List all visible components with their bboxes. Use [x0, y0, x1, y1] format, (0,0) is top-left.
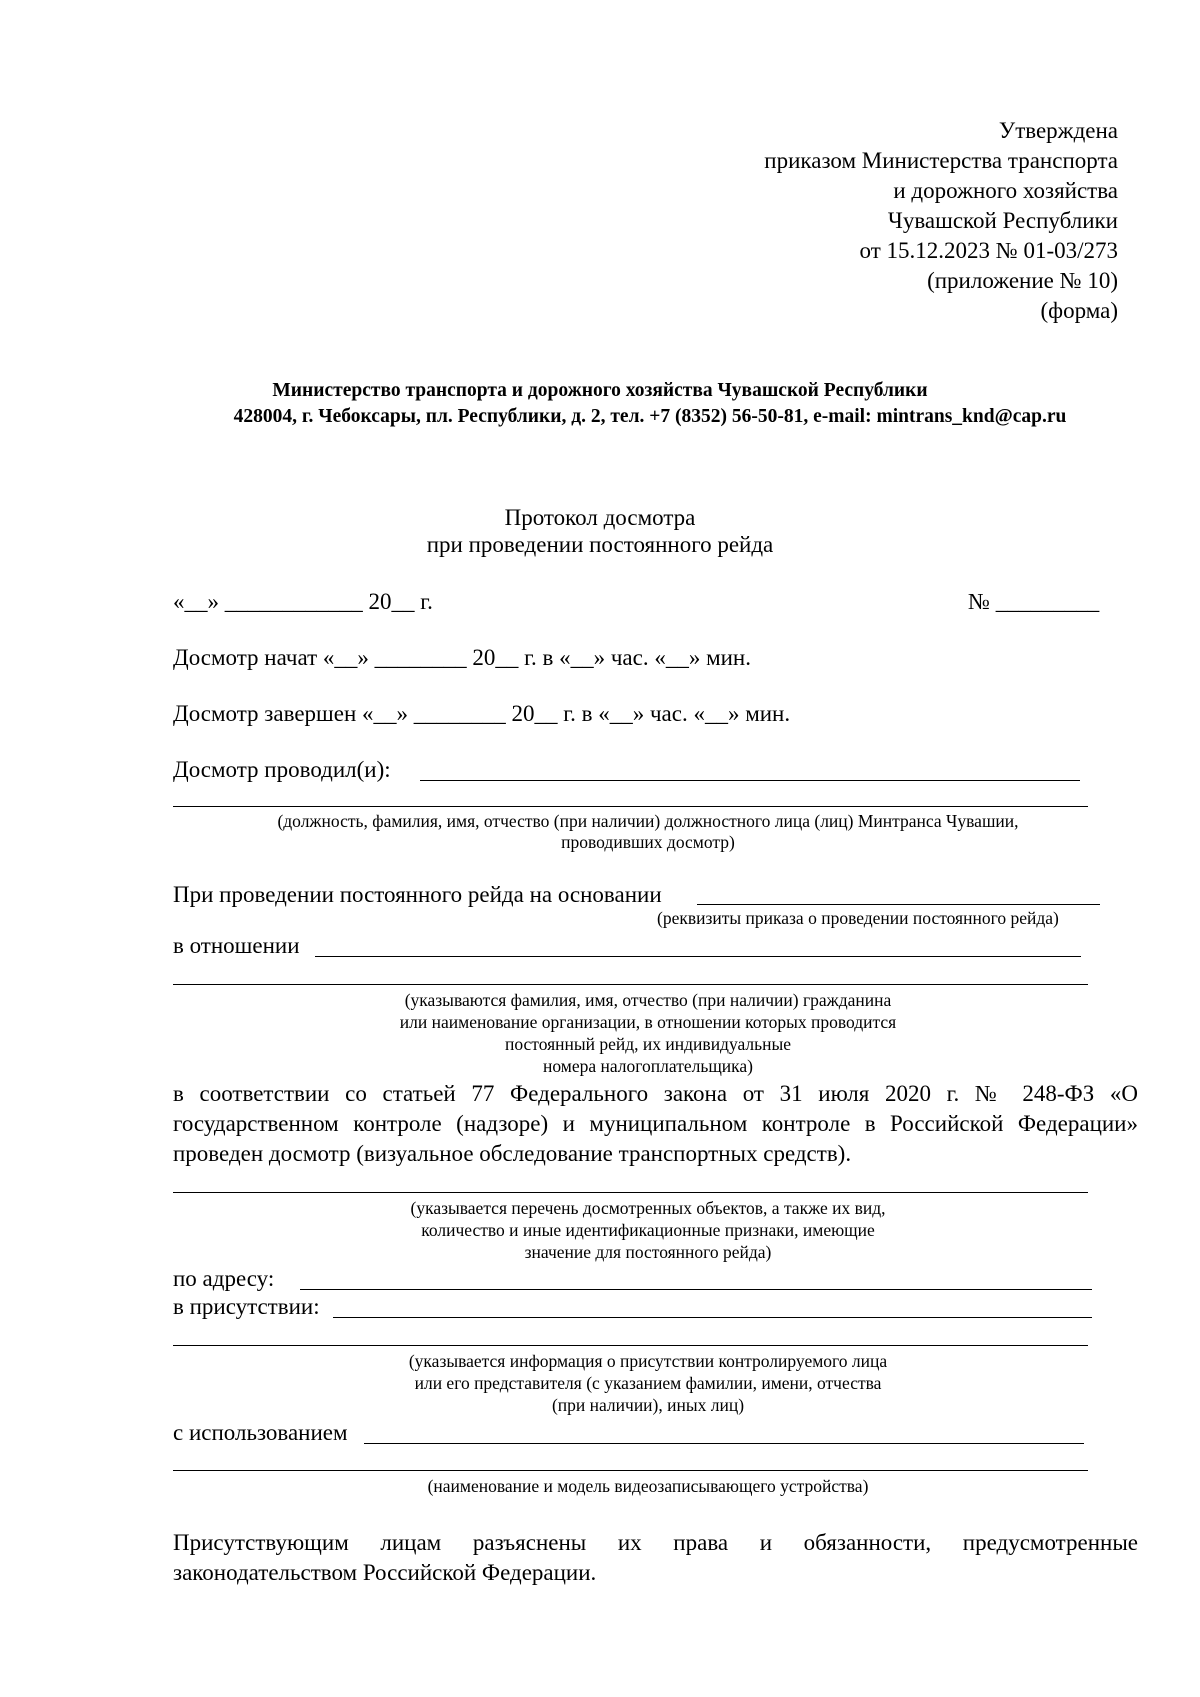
law-line: государственном контроле (надзоре) и муниципальном контроле в Российской Федерации» — [173, 1111, 1138, 1136]
subject-hint: постоянный рейд, их индивидуальные — [504, 1034, 792, 1054]
address-label: по адресу: — [173, 1266, 275, 1291]
device-label: с использованием — [173, 1420, 348, 1445]
rights-line: Присутствующим лицам разъяснены их права и обязанности, предусмотренные — [173, 1530, 1138, 1555]
approval-line: Чувашской Республики — [887, 208, 1118, 233]
subject-hint: или наименование организации, в отношении которых проводится — [399, 1012, 897, 1032]
inspector-input-line-2[interactable] — [173, 806, 1088, 807]
protocol-number-field[interactable]: № _________ — [968, 589, 1100, 614]
objects-hint: (указывается перечень досмотренных объектов, а также их вид, — [410, 1198, 886, 1218]
approval-order-number: от 15.12.2023 № 01-03/273 — [859, 238, 1118, 263]
protocol-date-field[interactable]: «__» ____________ 20__ г. — [173, 589, 433, 614]
presence-label: в присутствии: — [173, 1294, 320, 1319]
approval-line: Утверждена — [998, 118, 1118, 143]
objects-hint: значение для постоянного рейда) — [524, 1242, 772, 1262]
device-input-line[interactable] — [364, 1443, 1084, 1444]
basis-hint: (реквизиты приказа о проведении постоянного рейда) — [657, 908, 1059, 928]
presence-hint: (указывается информация о присутствии контролируемого лица — [408, 1351, 888, 1371]
inspection-start-field[interactable]: Досмотр начат «__» ________ 20__ г. в «__» час. «__» мин. — [173, 645, 751, 670]
presence-input-line-2[interactable] — [173, 1345, 1088, 1346]
basis-label: При проведении постоянного рейда на основании — [173, 882, 662, 907]
inspector-label: Досмотр проводил(и): — [173, 757, 391, 782]
approval-line: (форма) — [1040, 298, 1118, 323]
presence-hint: или его представителя (с указанием фамилии, имени, отчества — [414, 1373, 882, 1393]
inspector-hint: (должность, фамилия, имя, отчество (при наличии) должностного лица (лиц) Минтранса Чувашии, — [277, 811, 1019, 831]
subject-hint: номера налогоплательщика) — [543, 1056, 753, 1076]
subject-input-line-2[interactable] — [173, 984, 1088, 985]
presence-input-line[interactable] — [333, 1317, 1092, 1318]
org-address: 428004, г. Чебоксары, пл. Республики, д. 2, тел. +7 (8352) 56-50-81, e-mail: mintrans_knd@cap.ru — [233, 406, 1067, 427]
law-line: проведен досмотр (визуальное обследование транспортных средств). — [173, 1141, 852, 1166]
device-hint: (наименование и модель видеозаписывающего устройства) — [427, 1476, 869, 1496]
org-name: Министерство транспорта и дорожного хозяйства Чувашской Республики — [272, 380, 928, 401]
basis-input-line[interactable] — [697, 904, 1100, 905]
address-input-line[interactable] — [300, 1289, 1092, 1290]
inspector-input-line[interactable] — [420, 780, 1080, 781]
objects-input-line[interactable] — [173, 1192, 1088, 1193]
approval-line: приказом Министерства транспорта — [764, 148, 1118, 173]
approval-line: и дорожного хозяйства — [893, 178, 1118, 203]
presence-hint: (при наличии), иных лиц) — [551, 1395, 745, 1415]
protocol-subtitle: при проведении постоянного рейда — [426, 532, 774, 557]
inspector-hint: проводивших досмотр) — [561, 832, 735, 852]
protocol-title: Протокол досмотра — [504, 505, 696, 530]
subject-input-line[interactable] — [315, 956, 1081, 957]
objects-hint: количество и иные идентификационные признаки, имеющие — [421, 1220, 875, 1240]
law-line: в соответствии со статьей 77 Федерального закона от 31 июля 2020 г. № 248-ФЗ «О — [173, 1081, 1138, 1106]
inspection-end-field[interactable]: Досмотр завершен «__» ________ 20__ г. в «__» час. «__» мин. — [173, 701, 791, 726]
device-input-line-2[interactable] — [173, 1470, 1088, 1471]
rights-line: законодательством Российской Федерации. — [173, 1560, 597, 1585]
subject-label: в отношении — [173, 933, 300, 958]
approval-line: (приложение № 10) — [927, 268, 1118, 293]
subject-hint: (указываются фамилия, имя, отчество (при наличии) гражданина — [404, 990, 892, 1010]
